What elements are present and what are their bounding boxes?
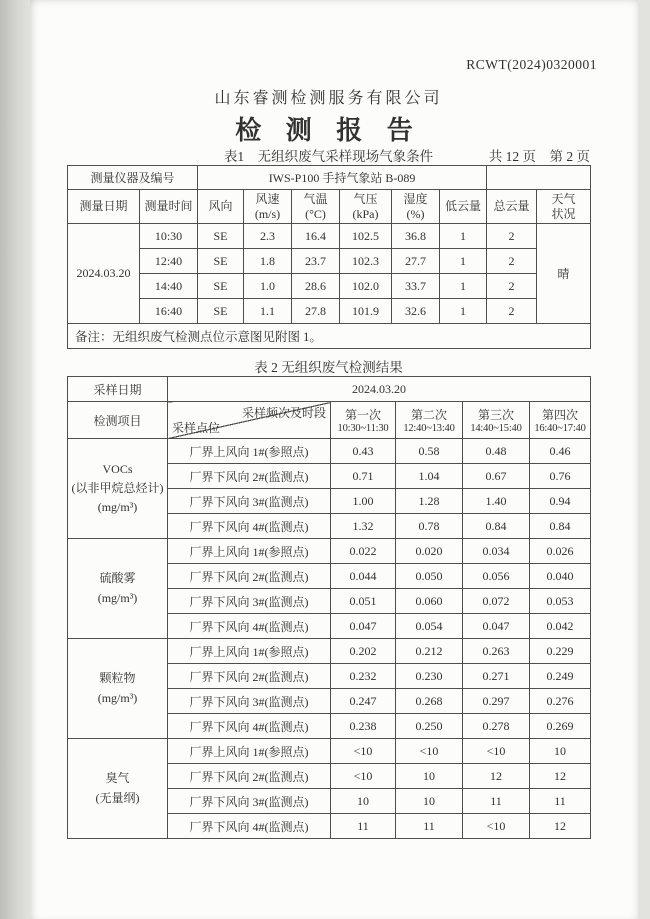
weather-conditions-table [67, 165, 591, 349]
value-cell: 1.04 [396, 464, 463, 489]
diagonal-bottom-label: 采样点位 [172, 421, 221, 435]
point-cell: 厂界下风向 4#(监测点) [168, 714, 331, 739]
table-row [68, 377, 591, 402]
value-cell: 0.072 [463, 589, 530, 614]
table-note-row [68, 324, 591, 349]
time-cell: 14:40 [140, 274, 198, 299]
value-cell: 0.271 [463, 664, 530, 689]
point-cell: 厂界下风向 2#(监测点) [168, 464, 331, 489]
humidity-cell: 33.7 [392, 274, 440, 299]
humidity-cell: 36.8 [392, 224, 440, 249]
header-round-1: 第一次 10:30~11:30 [331, 402, 396, 439]
table-header-row [68, 190, 591, 224]
value-cell: 0.67 [463, 464, 530, 489]
humidity-cell: 32.6 [392, 299, 440, 324]
wind-direction-cell: SE [198, 249, 244, 274]
value-cell: 0.78 [396, 514, 463, 539]
value-cell: 0.46 [530, 439, 591, 464]
point-cell: 厂界上风向 1#(参照点) [168, 739, 331, 764]
value-cell: 1.40 [463, 489, 530, 514]
point-cell: 厂界下风向 2#(监测点) [168, 564, 331, 589]
value-cell: 0.051 [331, 589, 396, 614]
header-wind-speed: 风速 (m/s) [244, 190, 292, 224]
instrument-label-cell: 测量仪器及编号 [68, 166, 198, 190]
table-row [68, 439, 591, 464]
header-pressure: 气压 (kPa) [340, 190, 392, 224]
header-date: 测量日期 [68, 190, 140, 224]
detection-results-table [67, 376, 591, 839]
point-cell: 厂界下风向 3#(监测点) [168, 589, 331, 614]
report-number: RCWT(2024)0320001 [466, 57, 597, 72]
temperature-cell: 27.8 [292, 299, 340, 324]
low-cloud-cell: 1 [440, 249, 487, 274]
value-cell: 10 [396, 789, 463, 814]
table-row [68, 299, 591, 324]
pagination: 共 12 页 第 2 页 [488, 149, 590, 164]
time-cell: 16:40 [140, 299, 198, 324]
wind-speed-cell: 1.1 [244, 299, 292, 324]
header-weather: 天气 状况 [537, 190, 591, 224]
value-cell: 0.84 [463, 514, 530, 539]
value-cell: 11 [530, 789, 591, 814]
wind-direction-cell: SE [198, 299, 244, 324]
value-cell: 0.034 [463, 539, 530, 564]
value-cell: 11 [396, 814, 463, 839]
header-round-2: 第二次 12:40~13:40 [396, 402, 463, 439]
value-cell: 0.053 [530, 589, 591, 614]
point-cell: 厂界下风向 4#(监测点) [168, 514, 331, 539]
weather-status-cell: 晴 [537, 224, 591, 324]
low-cloud-cell: 1 [440, 224, 487, 249]
table1-caption-row [67, 145, 590, 163]
value-cell: 0.044 [331, 564, 396, 589]
point-cell: 厂界下风向 4#(监测点) [168, 614, 331, 639]
table-row [68, 224, 591, 249]
item-label-cell: 检测项目 [68, 402, 168, 439]
document-title: 检 测 报 告 [235, 116, 422, 145]
wind-direction-cell: SE [198, 274, 244, 299]
value-cell: 0.278 [463, 714, 530, 739]
point-cell: 厂界下风向 4#(监测点) [168, 814, 331, 839]
value-cell: 0.238 [331, 714, 396, 739]
value-cell: 0.022 [331, 539, 396, 564]
time-cell: 12:40 [140, 249, 198, 274]
total-cloud-cell: 2 [487, 249, 537, 274]
diagonal-header-cell [168, 402, 331, 439]
value-cell: <10 [396, 739, 463, 764]
header-wind-direction: 风向 [198, 190, 244, 224]
value-cell: 0.047 [463, 614, 530, 639]
company-name: 山东睿测检测服务有限公司 [214, 90, 443, 107]
table-row [68, 249, 591, 274]
value-cell: 0.276 [530, 689, 591, 714]
value-cell: 0.71 [331, 464, 396, 489]
point-cell: 厂界下风向 2#(监测点) [168, 664, 331, 689]
table-row [68, 166, 591, 190]
value-cell: 0.020 [396, 539, 463, 564]
table-row [68, 539, 591, 564]
value-cell: 0.047 [331, 614, 396, 639]
pressure-cell: 101.9 [340, 299, 392, 324]
value-cell: 0.202 [331, 639, 396, 664]
value-cell: 0.263 [463, 639, 530, 664]
value-cell: 0.48 [463, 439, 530, 464]
table-header-row [68, 402, 591, 439]
header-total-cloud: 总云量 [487, 190, 537, 224]
value-cell: <10 [331, 739, 396, 764]
value-cell: <10 [331, 764, 396, 789]
value-cell: <10 [463, 739, 530, 764]
empty-cell [487, 166, 591, 190]
total-cloud-cell: 2 [487, 299, 537, 324]
header-time: 测量时间 [140, 190, 198, 224]
value-cell: 0.250 [396, 714, 463, 739]
value-cell: 0.229 [530, 639, 591, 664]
value-cell: 0.94 [530, 489, 591, 514]
value-cell: 10 [396, 764, 463, 789]
value-cell: 0.249 [530, 664, 591, 689]
value-cell: 0.050 [396, 564, 463, 589]
document-page [30, 0, 638, 919]
header-round-4: 第四次 16:40~17:40 [530, 402, 591, 439]
measure-date-cell: 2024.03.20 [68, 224, 140, 324]
value-cell: 10 [331, 789, 396, 814]
pressure-cell: 102.5 [340, 224, 392, 249]
instrument-value-cell: IWS-P100 手持气象站 B-089 [198, 166, 487, 190]
sampling-date-label-cell: 采样日期 [68, 377, 168, 402]
value-cell: 12 [530, 764, 591, 789]
value-cell: 0.054 [396, 614, 463, 639]
temperature-cell: 23.7 [292, 249, 340, 274]
point-cell: 厂界上风向 1#(参照点) [168, 439, 331, 464]
item-particulates-cell: 颗粒物 (mg/m³) [68, 639, 168, 739]
temperature-cell: 16.4 [292, 224, 340, 249]
header-humidity: 湿度 (%) [392, 190, 440, 224]
value-cell: 0.269 [530, 714, 591, 739]
table1-caption: 表1 无组织废气采样现场气象条件 [223, 149, 434, 164]
value-cell: 0.212 [396, 639, 463, 664]
header-low-cloud: 低云量 [440, 190, 487, 224]
point-cell: 厂界下风向 3#(监测点) [168, 689, 331, 714]
table-row [68, 274, 591, 299]
pressure-cell: 102.0 [340, 274, 392, 299]
value-cell: 0.268 [396, 689, 463, 714]
value-cell: 11 [331, 814, 396, 839]
wind-speed-cell: 2.3 [244, 224, 292, 249]
table-row [68, 639, 591, 664]
humidity-cell: 27.7 [392, 249, 440, 274]
value-cell: 11 [463, 789, 530, 814]
value-cell: 0.026 [530, 539, 591, 564]
low-cloud-cell: 1 [440, 299, 487, 324]
value-cell: 0.247 [331, 689, 396, 714]
value-cell: 12 [530, 814, 591, 839]
wind-direction-cell: SE [198, 224, 244, 249]
value-cell: 0.43 [331, 439, 396, 464]
value-cell: 0.84 [530, 514, 591, 539]
value-cell: 1.32 [331, 514, 396, 539]
point-cell: 厂界下风向 3#(监测点) [168, 789, 331, 814]
temperature-cell: 28.6 [292, 274, 340, 299]
total-cloud-cell: 2 [487, 274, 537, 299]
value-cell: 0.58 [396, 439, 463, 464]
value-cell: 1.00 [331, 489, 396, 514]
item-vocs-cell: VOCs (以非甲烷总烃计) (mg/m³) [68, 439, 168, 539]
note-cell: 备注：无组织废气检测点位示意图见附图 1。 [68, 324, 591, 349]
value-cell: 1.28 [396, 489, 463, 514]
value-cell: 10 [530, 739, 591, 764]
total-cloud-cell: 2 [487, 224, 537, 249]
item-odor-cell: 臭气 (无量纲) [68, 739, 168, 839]
value-cell: 0.232 [331, 664, 396, 689]
header-round-3: 第三次 14:40~15:40 [463, 402, 530, 439]
value-cell: 0.76 [530, 464, 591, 489]
time-cell: 10:30 [140, 224, 198, 249]
point-cell: 厂界上风向 1#(参照点) [168, 539, 331, 564]
low-cloud-cell: 1 [440, 274, 487, 299]
item-sulfuric-mist-cell: 硫酸雾 (mg/m³) [68, 539, 168, 639]
value-cell: 0.040 [530, 564, 591, 589]
table2-caption: 表 2 无组织废气检测结果 [254, 360, 403, 375]
pressure-cell: 102.3 [340, 249, 392, 274]
wind-speed-cell: 1.8 [244, 249, 292, 274]
diagonal-top-label: 采样频次及时段 [241, 406, 326, 420]
value-cell: 12 [463, 764, 530, 789]
header-temperature: 气温 (°C) [292, 190, 340, 224]
value-cell: 0.042 [530, 614, 591, 639]
point-cell: 厂界下风向 2#(监测点) [168, 764, 331, 789]
table-row [68, 739, 591, 764]
value-cell: 0.230 [396, 664, 463, 689]
sampling-date-cell: 2024.03.20 [168, 377, 591, 402]
value-cell: 0.297 [463, 689, 530, 714]
value-cell: <10 [463, 814, 530, 839]
point-cell: 厂界上风向 1#(参照点) [168, 639, 331, 664]
value-cell: 0.056 [463, 564, 530, 589]
wind-speed-cell: 1.0 [244, 274, 292, 299]
value-cell: 0.060 [396, 589, 463, 614]
point-cell: 厂界下风向 3#(监测点) [168, 489, 331, 514]
